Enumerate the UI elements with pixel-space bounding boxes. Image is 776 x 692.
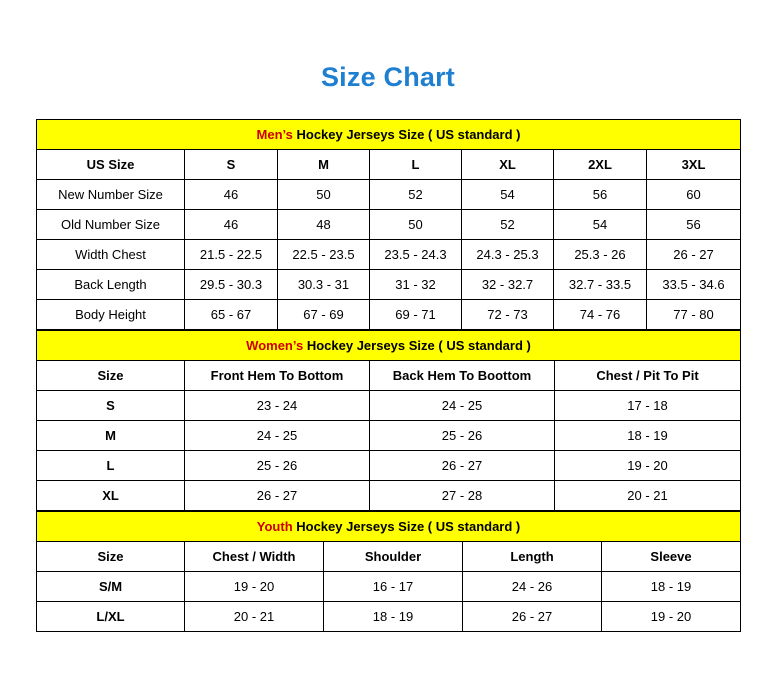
womens-row-2-label: L <box>37 451 185 481</box>
youth-row-0-cell-0: 19 - 20 <box>185 572 324 602</box>
mens-col-3: L <box>370 150 462 180</box>
youth-row-1-cell-0: 20 - 21 <box>185 602 324 632</box>
youth-row-0-cell-2: 24 - 26 <box>463 572 602 602</box>
womens-col-1: Front Hem To Bottom <box>185 361 370 391</box>
youth-banner-accent: Youth <box>256 519 293 534</box>
mens-row-4-cell-5: 77 - 80 <box>647 300 741 330</box>
table-row <box>37 602 741 632</box>
table-row <box>37 180 741 210</box>
mens-row-2-cell-3: 24.3 - 25.3 <box>462 240 554 270</box>
mens-col-0: US Size <box>37 150 185 180</box>
youth-col-3: Length <box>463 542 602 572</box>
mens-row-0-cell-2: 52 <box>370 180 462 210</box>
mens-row-1-cell-4: 54 <box>554 210 647 240</box>
mens-row-4-label: Body Height <box>37 300 185 330</box>
womens-row-2-cell-1: 26 - 27 <box>370 451 555 481</box>
youth-row-1-cell-2: 26 - 27 <box>463 602 602 632</box>
mens-row-4-cell-1: 67 - 69 <box>278 300 370 330</box>
table-row <box>37 270 741 300</box>
womens-row-3-cell-2: 20 - 21 <box>555 481 741 511</box>
womens-row-0-cell-0: 23 - 24 <box>185 391 370 421</box>
womens-row-0-cell-2: 17 - 18 <box>555 391 741 421</box>
table-row <box>37 542 741 572</box>
mens-row-1-cell-3: 52 <box>462 210 554 240</box>
size-chart-tables <box>36 119 740 632</box>
mens-row-3-cell-3: 32 - 32.7 <box>462 270 554 300</box>
womens-banner-accent: Women’s <box>246 338 304 353</box>
page-title: Size Chart <box>320 62 456 92</box>
mens-row-1-label: Old Number Size <box>37 210 185 240</box>
mens-row-4-cell-4: 74 - 76 <box>554 300 647 330</box>
youth-size-table <box>36 511 741 632</box>
mens-row-3-cell-2: 31 - 32 <box>370 270 462 300</box>
mens-row-3-cell-4: 32.7 - 33.5 <box>554 270 647 300</box>
mens-row-3-cell-1: 30.3 - 31 <box>278 270 370 300</box>
mens-size-table <box>36 119 741 330</box>
mens-col-5: 2XL <box>554 150 647 180</box>
mens-row-2-cell-2: 23.5 - 24.3 <box>370 240 462 270</box>
womens-row-1-cell-1: 25 - 26 <box>370 421 555 451</box>
table-row <box>37 210 741 240</box>
mens-row-0-label: New Number Size <box>37 180 185 210</box>
womens-row-3-label: XL <box>37 481 185 511</box>
table-row <box>37 150 741 180</box>
youth-col-1: Chest / Width <box>185 542 324 572</box>
youth-row-1-cell-1: 18 - 19 <box>324 602 463 632</box>
youth-row-1-label: L/XL <box>37 602 185 632</box>
table-row <box>37 240 741 270</box>
mens-row-4-cell-3: 72 - 73 <box>462 300 554 330</box>
mens-row-0-cell-3: 54 <box>462 180 554 210</box>
womens-row-0-cell-1: 24 - 25 <box>370 391 555 421</box>
table-row <box>37 120 741 150</box>
mens-row-2-cell-5: 26 - 27 <box>647 240 741 270</box>
womens-col-2: Back Hem To Boottom <box>370 361 555 391</box>
youth-row-0-cell-1: 16 - 17 <box>324 572 463 602</box>
mens-col-4: XL <box>462 150 554 180</box>
table-row <box>37 361 741 391</box>
youth-row-0-label: S/M <box>37 572 185 602</box>
youth-row-0-cell-3: 18 - 19 <box>602 572 741 602</box>
table-row <box>37 421 741 451</box>
table-row <box>37 512 741 542</box>
youth-banner-rest: Hockey Jerseys Size ( US standard ) <box>292 519 521 534</box>
mens-col-2: M <box>278 150 370 180</box>
mens-row-3-cell-5: 33.5 - 34.6 <box>647 270 741 300</box>
table-row <box>37 451 741 481</box>
mens-row-3-label: Back Length <box>37 270 185 300</box>
womens-row-1-cell-0: 24 - 25 <box>185 421 370 451</box>
mens-row-0-cell-4: 56 <box>554 180 647 210</box>
table-row <box>37 331 741 361</box>
mens-row-1-cell-0: 46 <box>185 210 278 240</box>
table-row <box>37 572 741 602</box>
mens-row-2-cell-1: 22.5 - 23.5 <box>278 240 370 270</box>
womens-row-3-cell-0: 26 - 27 <box>185 481 370 511</box>
womens-row-1-cell-2: 18 - 19 <box>555 421 741 451</box>
womens-banner <box>37 331 741 361</box>
womens-row-3-cell-1: 27 - 28 <box>370 481 555 511</box>
table-row <box>37 300 741 330</box>
mens-row-0-cell-5: 60 <box>647 180 741 210</box>
youth-col-2: Shoulder <box>324 542 463 572</box>
mens-banner-accent: Men’s <box>256 127 293 142</box>
mens-banner-rest: Hockey Jerseys Size ( US standard ) <box>292 127 521 142</box>
mens-row-2-cell-4: 25.3 - 26 <box>554 240 647 270</box>
mens-row-0-cell-0: 46 <box>185 180 278 210</box>
womens-row-2-cell-0: 25 - 26 <box>185 451 370 481</box>
table-row <box>37 481 741 511</box>
mens-col-6: 3XL <box>647 150 741 180</box>
mens-row-2-cell-0: 21.5 - 22.5 <box>185 240 278 270</box>
mens-col-1: S <box>185 150 278 180</box>
mens-row-2-label: Width Chest <box>37 240 185 270</box>
womens-row-1-label: M <box>37 421 185 451</box>
mens-row-1-cell-5: 56 <box>647 210 741 240</box>
womens-row-2-cell-2: 19 - 20 <box>555 451 741 481</box>
womens-size-table <box>36 330 741 511</box>
womens-col-3: Chest / Pit To Pit <box>555 361 741 391</box>
youth-col-4: Sleeve <box>602 542 741 572</box>
youth-row-1-cell-3: 19 - 20 <box>602 602 741 632</box>
table-row <box>37 391 741 421</box>
mens-row-0-cell-1: 50 <box>278 180 370 210</box>
mens-banner <box>37 120 741 150</box>
mens-row-4-cell-0: 65 - 67 <box>185 300 278 330</box>
womens-row-0-label: S <box>37 391 185 421</box>
mens-row-1-cell-2: 50 <box>370 210 462 240</box>
youth-banner <box>37 512 741 542</box>
mens-row-3-cell-0: 29.5 - 30.3 <box>185 270 278 300</box>
mens-row-4-cell-2: 69 - 71 <box>370 300 462 330</box>
womens-banner-rest: Hockey Jerseys Size ( US standard ) <box>303 338 531 353</box>
womens-col-0: Size <box>37 361 185 391</box>
youth-col-0: Size <box>37 542 185 572</box>
mens-row-1-cell-1: 48 <box>278 210 370 240</box>
